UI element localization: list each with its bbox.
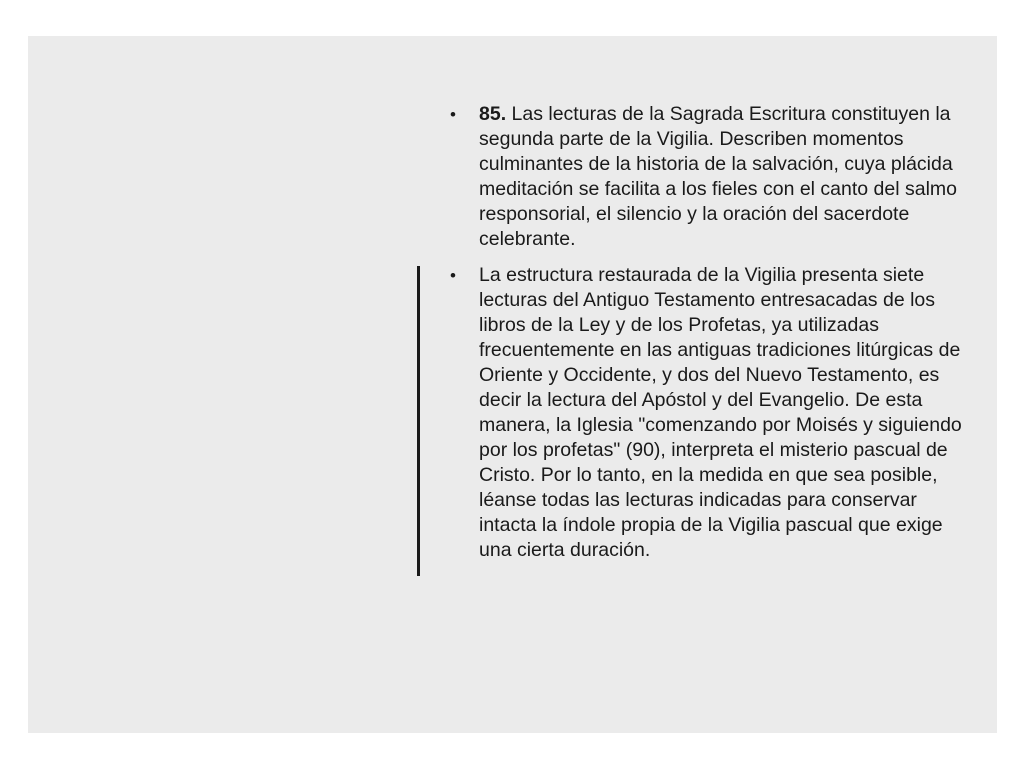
bullet-icon: • (450, 105, 456, 124)
paragraph-text: La estructura restaurada de la Vigilia presenta siete lecturas del Antiguo Testamento entresacadas de los libros de la Ley y de los Profetas, ya utilizadas frecuentemente en las antiguas tradiciones litúrgicas de Oriente y Occidente, y dos del Nuevo Testamento, es decir la lectura del Apóstol y del Evangelio. De esta manera, la Iglesia "comenzando por Moisés y siguiendo por los profetas" (90), interpreta el misterio pascual de Cristo. Por lo tanto, en la medida en que sea posible, léanse todas las lecturas indicadas para conservar intacta la índole propia de la Vigilia pascual que exige una cierta duración. (479, 264, 962, 561)
vertical-divider (417, 266, 420, 576)
bullet-item-estructura (446, 263, 976, 563)
slide-content (446, 102, 976, 574)
bullet-item-85 (446, 102, 976, 252)
paragraph-text: Las lecturas de la Sagrada Escritura constituyen la segunda parte de la Vigilia. Describen momentos culminantes de la historia de la salvación, cuya plácida meditación se facilita a los fieles con el canto del salmo responsorial, el silencio y la oración del sacerdote celebrante. (479, 103, 957, 250)
bullet-icon: • (450, 266, 456, 285)
bullet-list (446, 102, 976, 563)
slide-background (28, 36, 997, 733)
paragraph-number: 85. (479, 103, 507, 125)
